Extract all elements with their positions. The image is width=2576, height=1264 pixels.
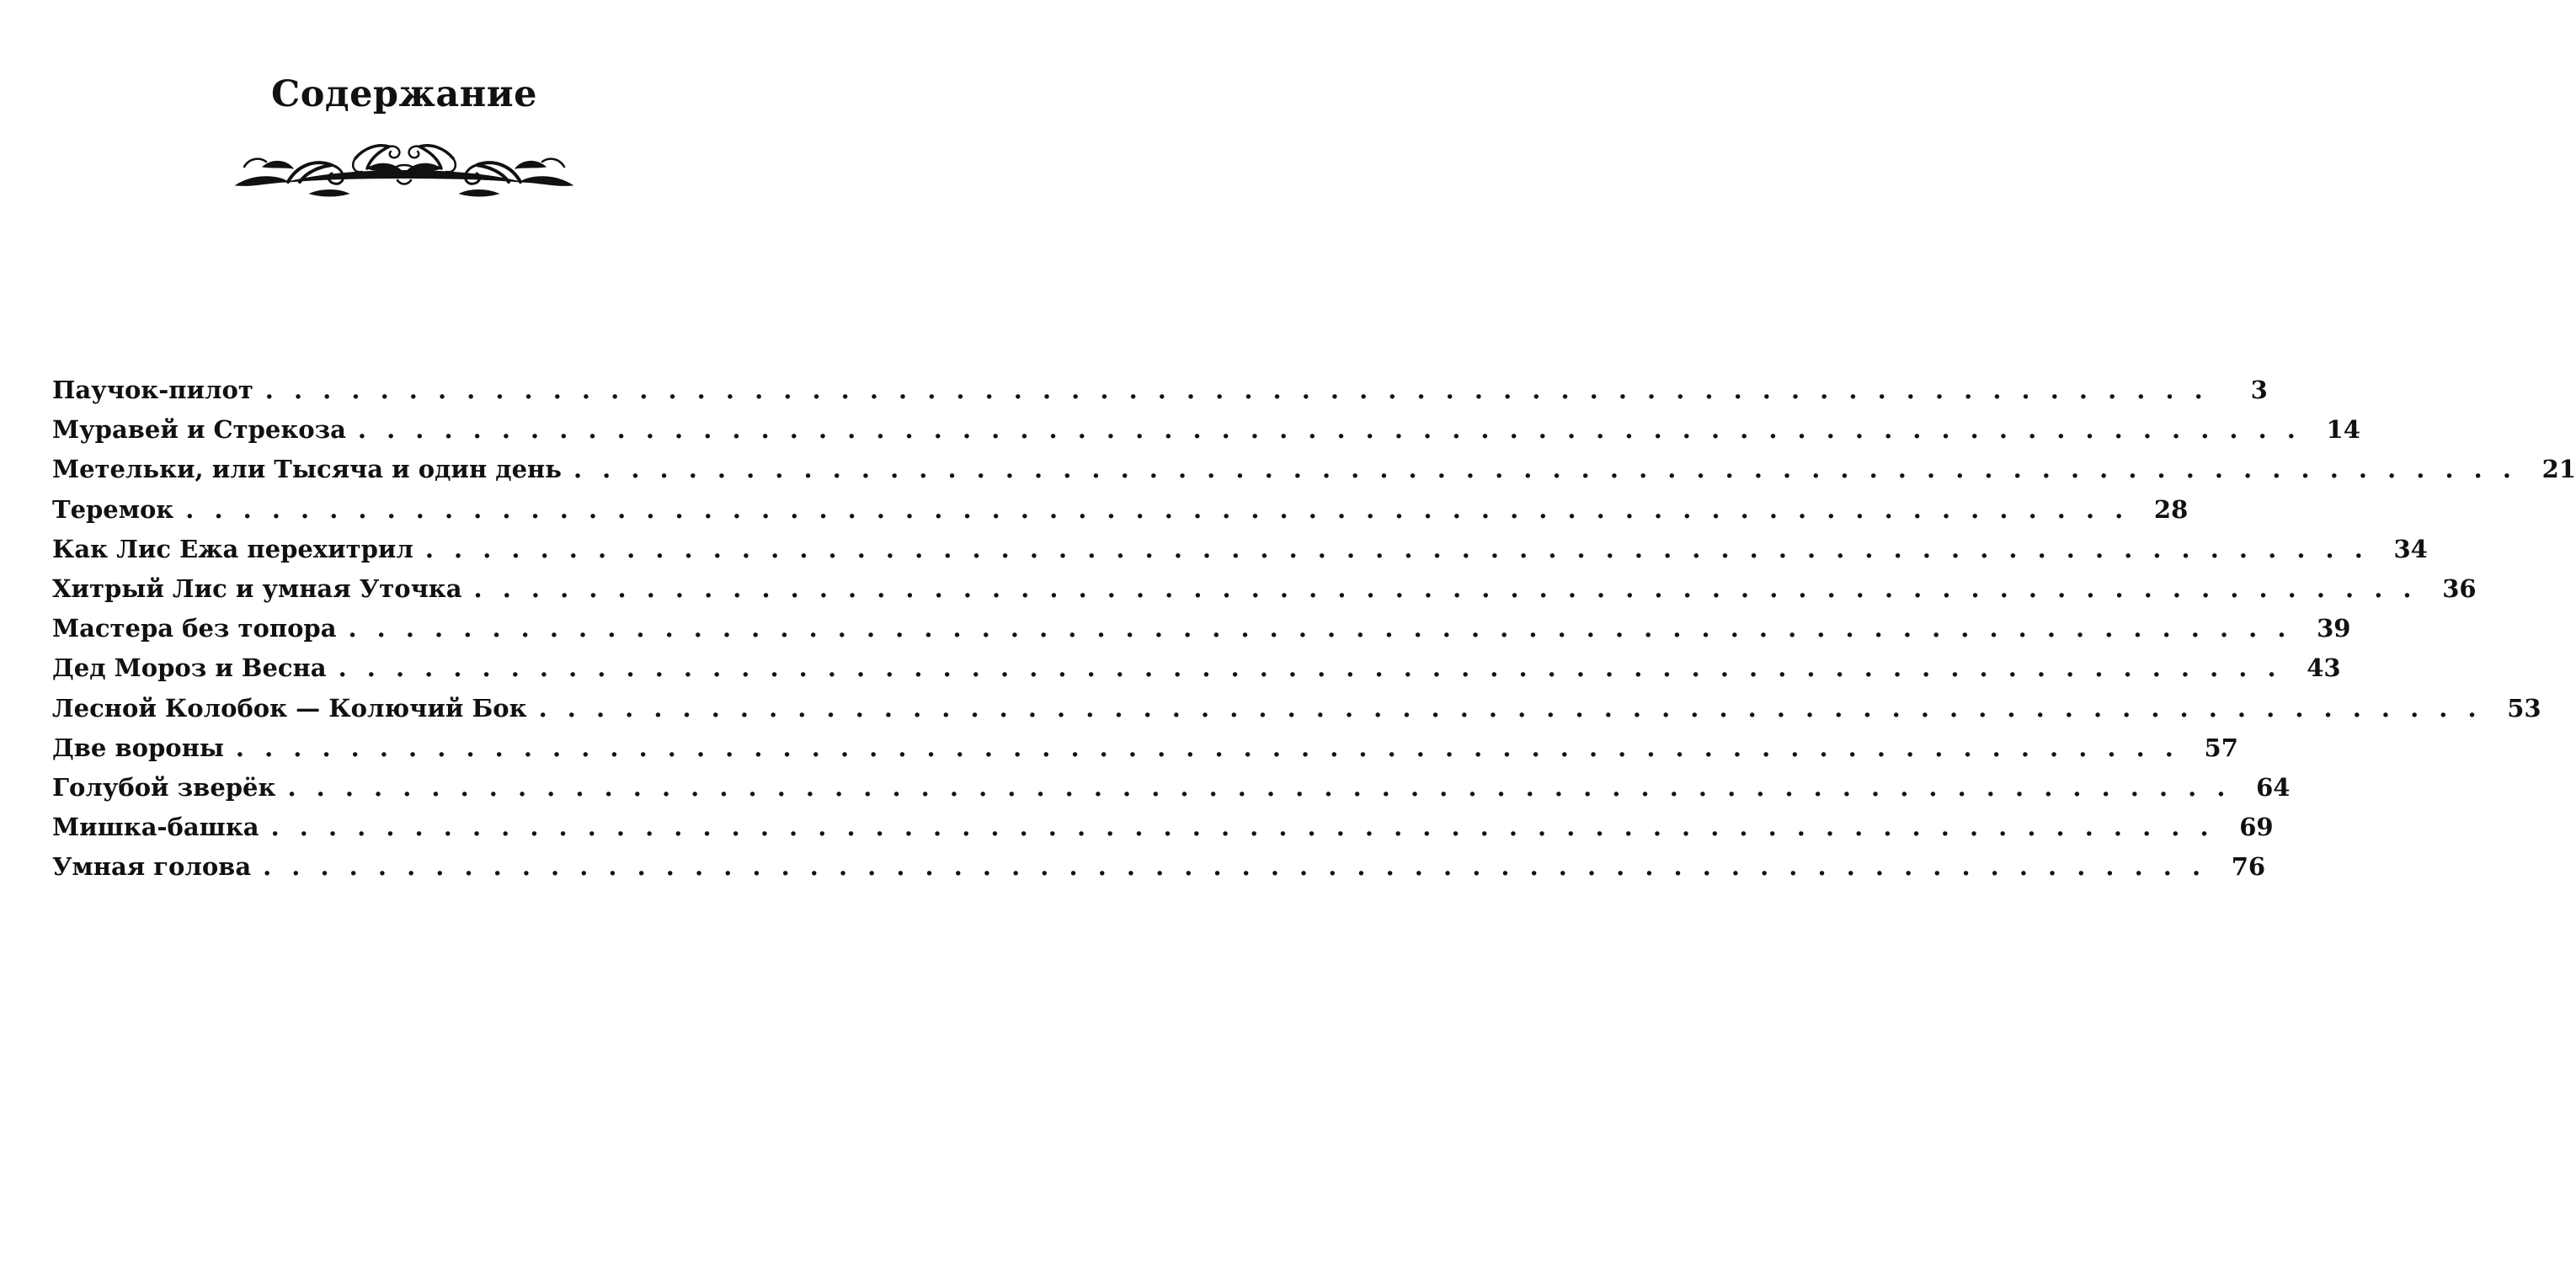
toc-entry-page: 53 bbox=[2507, 693, 2541, 723]
toc-entry-page: 64 bbox=[2256, 772, 2291, 802]
toc-entry-page: 3 bbox=[2250, 376, 2268, 404]
toc-entry bbox=[52, 772, 2291, 813]
toc-dot-leader: . . . . . . . . . . . . . . . . . . . . . . . . . . . . . . . . . . . . . . . . . . . . . . . . . . . . . . . . . . . . . . . . . . . . bbox=[185, 494, 2130, 524]
toc-dot-leader: . . . . . . . . . . . . . . . . . . . . . . . . . . . . . . . . . . . . . . . . . . . . . . . . . . . . . . . . . . . . . . . . . . . . bbox=[357, 415, 2301, 445]
toc-entry-page: 21 bbox=[2541, 455, 2576, 484]
toc-dot-leader: . . . . . . . . . . . . . . . . . . . . . . . . . . . . . . . . . . . . . . . . . . . . . . . . . . . . . . . . . . . . . . . . . . . . bbox=[473, 573, 2418, 603]
toc-entry-page: 39 bbox=[2317, 614, 2351, 643]
toc-dot-leader: . . . . . . . . . . . . . . . . . . . . . . . . . . . . . . . . . . . . . . . . . . . . . . . . . . . . . . . . . . . . . . . . . . . . bbox=[338, 653, 2282, 683]
page-title: Содержание bbox=[271, 72, 537, 115]
toc-entry bbox=[52, 733, 2238, 773]
toc-dot-leader: . . . . . . . . . . . . . . . . . . . . . . . . . . . . . . . . . . . . . . . . . . . . . . . . . . . . . . . . . . . . . . . . . . . . bbox=[270, 813, 2215, 842]
table-of-contents bbox=[52, 376, 2576, 892]
toc-dot-leader: . . . . . . . . . . . . . . . . . . . . . . . . . . . . . . . . . . . . . . . . . . . . . . . . . . . . . . . . . . . . . . . . . . . . bbox=[263, 852, 2207, 882]
toc-dot-leader: . . . . . . . . . . . . . . . . . . . . . . . . . . . . . . . . . . . . . . . . . . . . . . . . . . . . . . . . . . . . . . . . . . . . bbox=[287, 772, 2232, 802]
toc-entry bbox=[52, 813, 2274, 852]
toc-dot-leader: . . . . . . . . . . . . . . . . . . . . . . . . . . . . . . . . . . . . . . . . . . . . . . . . . . . . . . . . . . . . . . . . . . . . bbox=[235, 733, 2179, 762]
toc-dot-leader: . . . . . . . . . . . . . . . . . . . . . . . . . . . . . . . . . . . . . . . . . . . . . . . . . . . . . . . . . . . . . . . . . . . . bbox=[264, 376, 2209, 404]
toc-dot-leader: . . . . . . . . . . . . . . . . . . . . . . . . . . . . . . . . . . . . . . . . . . . . . . . . . . . . . . . . . . . . . . . . . . . . bbox=[538, 693, 2483, 723]
toc-entry-page: 28 bbox=[2153, 494, 2189, 524]
toc-entry-page: 34 bbox=[2393, 534, 2428, 563]
toc-entry-page: 57 bbox=[2204, 733, 2238, 762]
toc-entry bbox=[52, 534, 2428, 574]
toc-entry bbox=[52, 852, 2266, 892]
toc-entry bbox=[52, 573, 2477, 614]
toc-dot-leader: . . . . . . . . . . . . . . . . . . . . . . . . . . . . . . . . . . . . . . . . . . . . . . . . . . . . . . . . . . . . . . . . . . . . bbox=[348, 614, 2292, 643]
toc-entry-title: Как Лис Ежа перехитрил bbox=[52, 534, 413, 563]
toc-entry bbox=[52, 693, 2541, 733]
toc-entry bbox=[52, 455, 2576, 494]
toc-entry bbox=[52, 415, 2360, 455]
toc-dot-leader: . . . . . . . . . . . . . . . . . . . . . . . . . . . . . . . . . . . . . . . . . . . . . . . . . . . . . . . . . . . . . . . . . . . . bbox=[424, 534, 2369, 563]
toc-entry-title: Дед Мороз и Весна bbox=[52, 653, 327, 683]
toc-entry-page: 69 bbox=[2239, 813, 2274, 842]
toc-entry bbox=[52, 653, 2341, 693]
toc-entry-title: Метельки, или Тысяча и один день bbox=[52, 455, 562, 484]
toc-entry-title: Хитрый Лис и умная Уточка bbox=[52, 573, 462, 603]
toc-entry-page: 36 bbox=[2442, 573, 2477, 603]
toc-entry-title: Лесной Колобок — Колючий Бок bbox=[52, 693, 527, 723]
toc-entry bbox=[52, 376, 2268, 415]
toc-entry-title: Муравей и Стрекоза bbox=[52, 415, 346, 445]
toc-dot-leader: . . . . . . . . . . . . . . . . . . . . . . . . . . . . . . . . . . . . . . . . . . . . . . . . . . . . . . . . . . . . . . . . . . . . bbox=[573, 455, 2517, 484]
floral-divider-icon bbox=[229, 133, 579, 199]
toc-entry-title: Мастера без топора bbox=[52, 614, 337, 643]
toc-entry-title: Две вороны bbox=[52, 733, 224, 762]
toc-entry-title: Паучок-пилот bbox=[52, 376, 253, 404]
toc-entry-page: 14 bbox=[2326, 415, 2360, 445]
toc-entry-title: Теремок bbox=[52, 494, 174, 524]
toc-entry-title: Мишка-башка bbox=[52, 813, 259, 842]
toc-entry-page: 43 bbox=[2307, 653, 2341, 683]
toc-entry bbox=[52, 614, 2351, 653]
toc-entry-title: Голубой зверёк bbox=[52, 772, 276, 802]
toc-entry-page: 76 bbox=[2231, 852, 2266, 882]
toc-entry bbox=[52, 494, 2189, 535]
toc-entry-title: Умная голова bbox=[52, 852, 252, 882]
